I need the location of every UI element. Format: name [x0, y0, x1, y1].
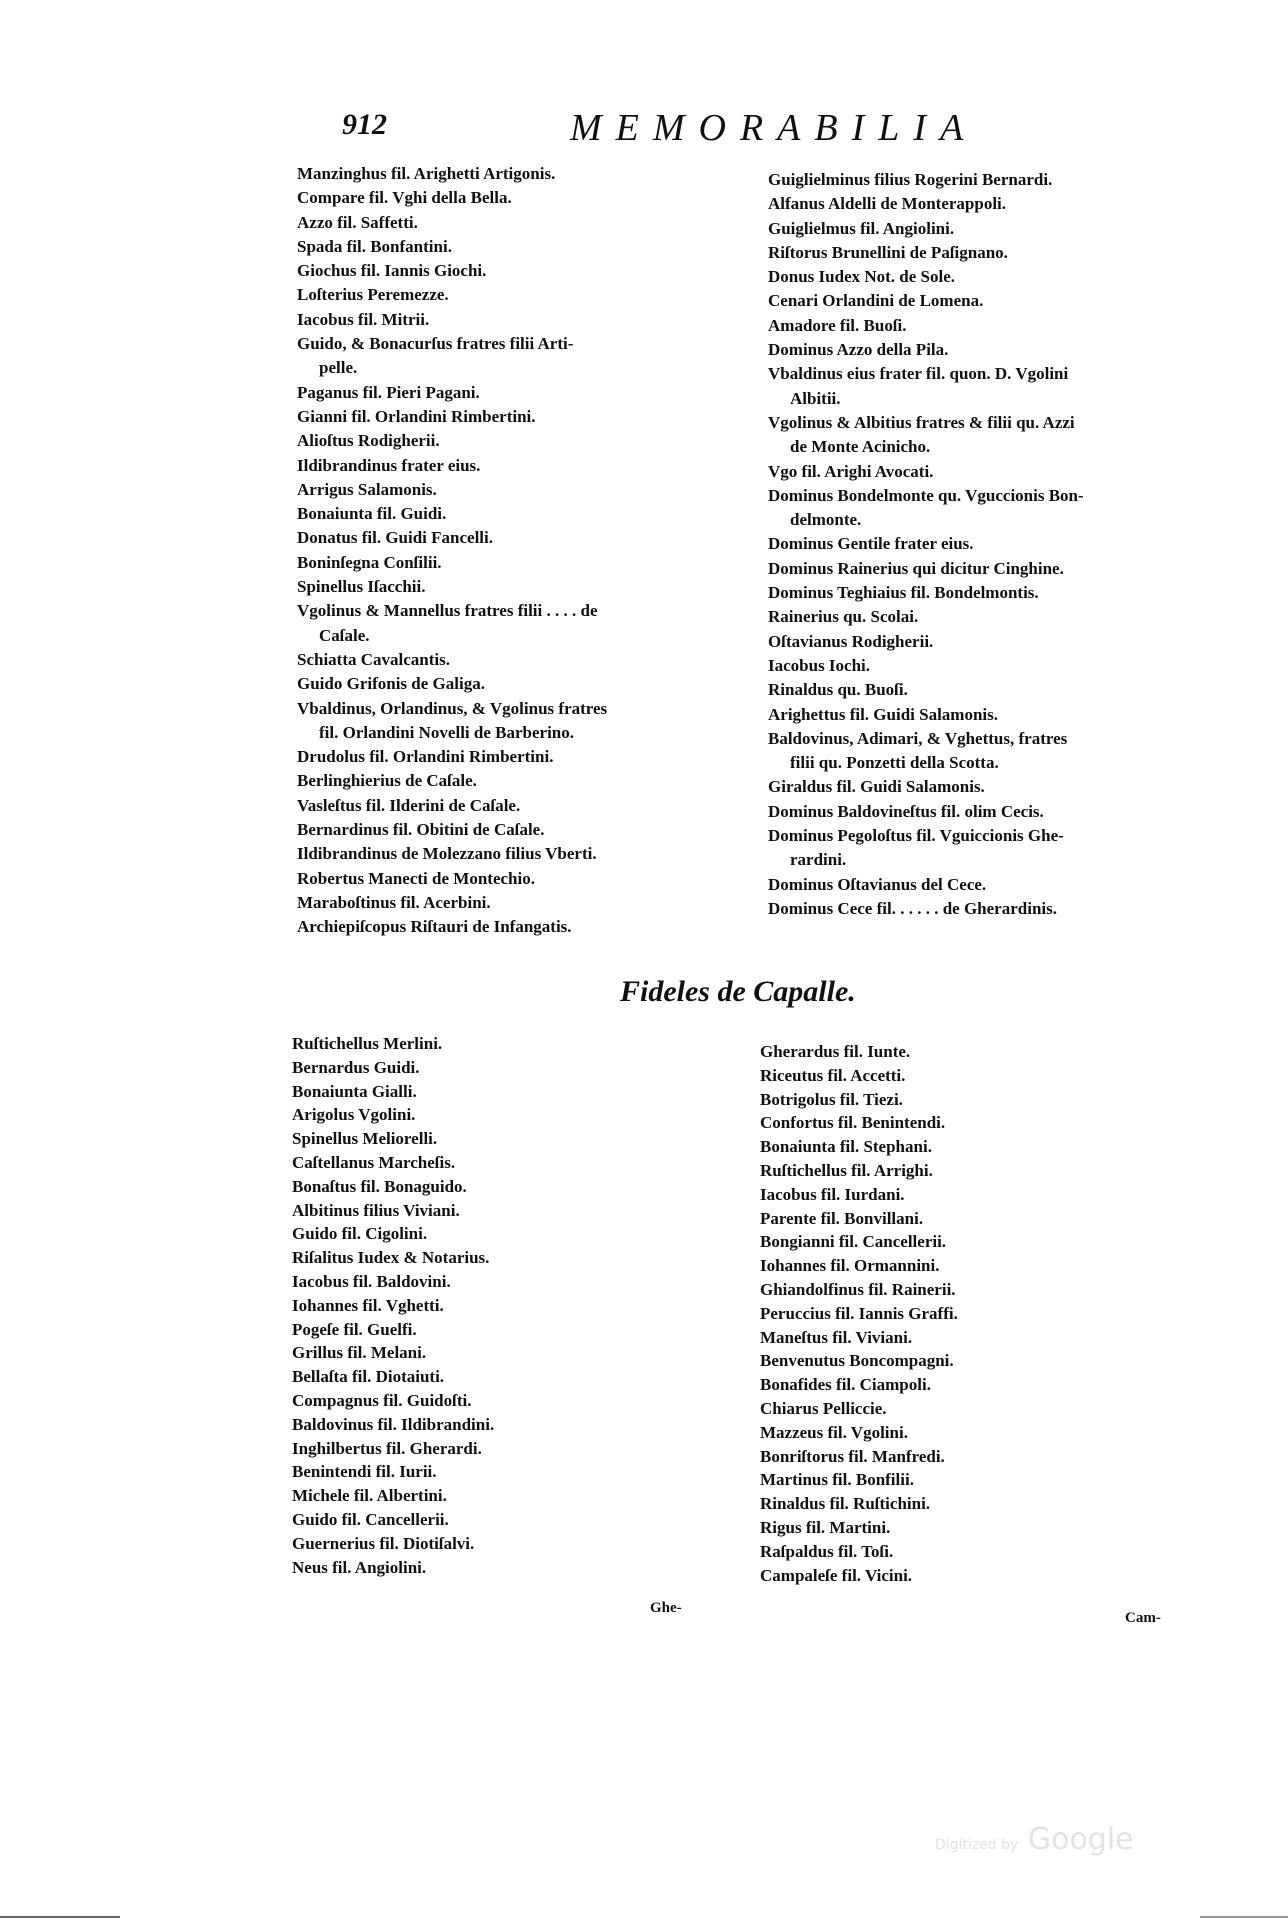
register-entry-line: Dominus Teghiaius fil. Bondelmontis. [768, 583, 1039, 603]
register-entry-line: Caſale. [319, 625, 370, 645]
register-entry-line: Dominus Bondelmonte qu. Vguccionis Bon- [768, 485, 1084, 505]
register-entry-line: Maraboſtinus fil. Acerbini. [297, 892, 491, 912]
register-entry-line: Iacobus fil. Mitrii. [297, 309, 430, 329]
register-entry-line: Ruſtichellus fil. Arrighi. [760, 1160, 933, 1180]
register-entry-line: Azzo fil. Saffetti. [297, 212, 418, 232]
register-entry-line: Dominus Azzo della Pila. [768, 340, 949, 360]
register-entry-line: Iohannes fil. Ormannini. [760, 1256, 940, 1276]
register-entry-line: Bernardus Guidi. [292, 1057, 420, 1077]
register-entry-line: Chiarus Pelliccie. [760, 1398, 887, 1418]
watermark-brand: Google [1027, 1822, 1134, 1857]
register-entry-line: Riceutus fil. Accetti. [760, 1065, 906, 1085]
register-entry-line: Drudolus fil. Orlandini Rimbertini. [297, 747, 554, 767]
register-entry-line: Dominus Pegoloſtus fil. Vguiccionis Ghe- [768, 826, 1064, 846]
page-number: 912 [342, 108, 387, 141]
catchword-right: Cam- [1125, 1610, 1161, 1626]
register-entry-line: Schiatta Cavalcantis. [297, 649, 450, 669]
register-entry-line: Rinaldus qu. Buoſi. [768, 680, 908, 700]
register-entry-line: Pogeſe fil. Guelfi. [292, 1319, 417, 1339]
register-entry-line: Loſterius Peremezze. [297, 285, 449, 305]
register-entry-line: Guido, & Bonacurſus fratres filii Arti- [297, 334, 574, 354]
register-entry-line: Spada fil. Bonfantini. [297, 236, 452, 256]
register-entry-line: Baldovinus fil. Ildibrandini. [292, 1414, 495, 1434]
section2-right-column [760, 1040, 1080, 1587]
register-entry-line: Iacobus fil. Iurdani. [760, 1184, 905, 1204]
register-entry-line: Vbaldinus eius frater fil. quon. D. Vgolini [768, 364, 1069, 384]
register-entry-line: Archiepiſcopus Riſtauri de Infangatis. [297, 917, 572, 937]
register-entry-line: Bongianni fil. Cancellerii. [760, 1232, 947, 1252]
register-entry-line: Bonaiunta Gialli. [292, 1081, 417, 1101]
register-entry-line: Albitinus filius Viviani. [292, 1200, 460, 1220]
register-entry-line: Bellaſta fil. Diotaiuti. [292, 1367, 445, 1387]
register-entry-line: Berlinghierius de Caſale. [297, 771, 477, 791]
register-entry-line: Caſtellanus Marcheſis. [292, 1152, 456, 1172]
register-entry-line: Benintendi fil. Iurii. [292, 1462, 437, 1482]
register-entry-line: Donus Iudex Not. de Sole. [768, 267, 956, 287]
section1-left-column [297, 162, 737, 940]
register-entry-line: Alioſtus Rodigherii. [297, 431, 440, 451]
register-entry-line: Dominus Baldovineſtus fil. olim Cecis. [768, 801, 1044, 821]
register-entry-line: Vbaldinus, Orlandinus, & Vgolinus fratres [297, 698, 608, 718]
register-entry-line: de Monte Acinicho. [790, 437, 931, 457]
register-entry-line: Robertus Manecti de Montechio. [297, 868, 535, 888]
register-entry-line: Compare fil. Vghi della Bella. [297, 188, 512, 208]
register-entry-line: Neus fil. Angiolini. [292, 1557, 427, 1577]
register-entry-line: Boninſegna Conſilii. [297, 552, 442, 572]
register-entry-line: Arighettus fil. Guidi Salamonis. [768, 704, 999, 724]
register-entry-line: Rainerius qu. Scolai. [768, 607, 919, 627]
register-entry-line: Ildibrandinus de Molezzano filius Vberti. [297, 844, 597, 864]
register-entry-line: Compagnus fil. Guidoſti. [292, 1390, 472, 1410]
register-entry-line: Guernerius fil. Diotiſalvi. [292, 1533, 475, 1553]
register-entry-line: Spinellus Meliorelli. [292, 1129, 438, 1149]
register-entry-line: Ildibrandinus frater eius. [297, 455, 481, 475]
register-entry-line: Bonafides fil. Ciampoli. [760, 1375, 931, 1395]
register-entry-line: Cenari Orlandini de Lomena. [768, 291, 984, 311]
register-entry-line: Amadore fil. Buoſi. [768, 315, 907, 335]
section1-right-column [768, 168, 1208, 921]
register-entry-line: Iohannes fil. Vghetti. [292, 1295, 444, 1315]
register-entry-line: Dominus Oſtavianus del Cece. [768, 874, 987, 894]
register-entry-line: Donatus fil. Guidi Fancelli. [297, 528, 493, 548]
register-entry-line: Grillus fil. Melani. [292, 1343, 427, 1363]
running-title: MEMORABILIA [570, 107, 978, 149]
register-entry-line: Spinellus Iſacchii. [297, 577, 426, 597]
register-entry-line: Riſtorus Brunellini de Paſignano. [768, 242, 1008, 262]
register-entry-line: Maneſtus fil. Viviani. [760, 1327, 913, 1347]
register-entry-line: Alfanus Aldelli de Monterappoli. [768, 194, 1007, 214]
register-entry-line: Parente fil. Bonvillani. [760, 1208, 924, 1228]
register-entry-line: Iacobus Iochi. [768, 655, 871, 675]
register-entry-line: Manzinghus fil. Arighetti Artigonis. [297, 164, 556, 183]
register-entry-line: Baldovinus, Adimari, & Vghettus, fratres [768, 728, 1068, 748]
register-entry-line: pelle. [319, 358, 358, 378]
register-entry-line: filii qu. Ponzetti della Scotta. [790, 753, 999, 773]
register-entry-line: Vasleſtus fil. Ilderini de Caſale. [297, 795, 521, 815]
scan-edge-left [0, 1916, 120, 1918]
register-entry-line: Michele fil. Albertini. [292, 1486, 447, 1506]
register-entry-line: Vgolinus & Mannellus fratres filii . . . . de [297, 601, 598, 621]
register-entry-line: Guido fil. Cigolini. [292, 1224, 428, 1244]
catchword-left: Ghe- [650, 1600, 682, 1616]
register-entry-line: Vgo fil. Arighi Avocati. [768, 461, 934, 481]
register-entry-line: Ruſtichellus Merlini. [292, 1034, 443, 1053]
digitized-watermark [935, 1822, 1134, 1857]
register-entry-line: Arigolus Vgolini. [292, 1105, 416, 1125]
register-entry-line: Dominus Gentile frater eius. [768, 534, 974, 554]
register-entry-line: Bernardinus fil. Obitini de Caſale. [297, 820, 545, 840]
register-entry-line: Raſpaldus fil. Toſi. [760, 1541, 894, 1561]
register-entry-line: Giochus fil. Iannis Giochi. [297, 261, 487, 281]
section2-left-column [292, 1032, 612, 1579]
register-entry-line: Botrigolus fil. Tiezi. [760, 1089, 903, 1109]
register-entry-line: Confortus fil. Benintendi. [760, 1113, 946, 1133]
register-entry-line: Bonriſtorus fil. Manfredi. [760, 1446, 945, 1466]
register-entry-line: Dominus Rainerius qui dicitur Cinghine. [768, 558, 1064, 578]
register-entry-line: Mazzeus fil. Vgolini. [760, 1422, 908, 1442]
register-entry-line: Guido Grifonis de Galiga. [297, 674, 485, 694]
register-entry-line: rardini. [790, 850, 847, 870]
scan-edge-right [1200, 1916, 1288, 1918]
register-entry-line: Bonaiunta fil. Guidi. [297, 504, 447, 524]
register-entry-line: Vgolinus & Albitius fratres & filii qu. Azzi [768, 412, 1075, 432]
register-entry-line: Bonaſtus fil. Bonaguido. [292, 1176, 467, 1196]
register-entry-line: Iacobus fil. Baldovini. [292, 1271, 451, 1291]
register-entry-line: Rigus fil. Martini. [760, 1517, 891, 1537]
register-entry-line: Oſtavianus Rodigherii. [768, 631, 934, 651]
register-entry-line: Albitii. [790, 388, 841, 408]
register-entry-line: fil. Orlandini Novelli de Barberino. [319, 722, 575, 742]
register-entry-line: Gianni fil. Orlandini Rimbertini. [297, 406, 536, 426]
register-entry-line: Giraldus fil. Guidi Salamonis. [768, 777, 985, 797]
register-entry-line: Guiglielminus filius Rogerini Bernardi. [768, 170, 1053, 189]
register-entry-line: Dominus Cece fil. . . . . . de Gherardinis. [768, 898, 1057, 918]
register-entry-line: Bonaiunta fil. Stephani. [760, 1137, 932, 1157]
register-entry-line: Martinus fil. Bonfilii. [760, 1470, 914, 1490]
register-entry-line: Riſalitus Iudex & Notarius. [292, 1248, 490, 1268]
register-entry-line: Guiglielmus fil. Angiolini. [768, 218, 955, 238]
register-entry-line: delmonte. [790, 510, 862, 530]
register-entry-line: Inghilbertus fil. Gherardi. [292, 1438, 482, 1458]
register-entry-line: Benvenutus Boncompagni. [760, 1351, 954, 1371]
register-entry-line: Ghiandolfinus fil. Rainerii. [760, 1279, 956, 1299]
register-entry-line: Gherardus fil. Iunte. [760, 1042, 911, 1061]
register-entry-line: Campaleſe fil. Vicini. [760, 1565, 913, 1585]
register-entry-line: Paganus fil. Pieri Pagani. [297, 382, 480, 402]
watermark-prefix: Digitized by [935, 1837, 1019, 1853]
register-entry-line: Peruccius fil. Iannis Graffi. [760, 1303, 958, 1323]
section-heading: Fideles de Capalle. [620, 975, 856, 1008]
register-entry-line: Rinaldus fil. Ruſtichini. [760, 1494, 931, 1514]
register-entry-line: Arrigus Salamonis. [297, 479, 437, 499]
register-entry-line: Guido fil. Cancellerii. [292, 1509, 449, 1529]
